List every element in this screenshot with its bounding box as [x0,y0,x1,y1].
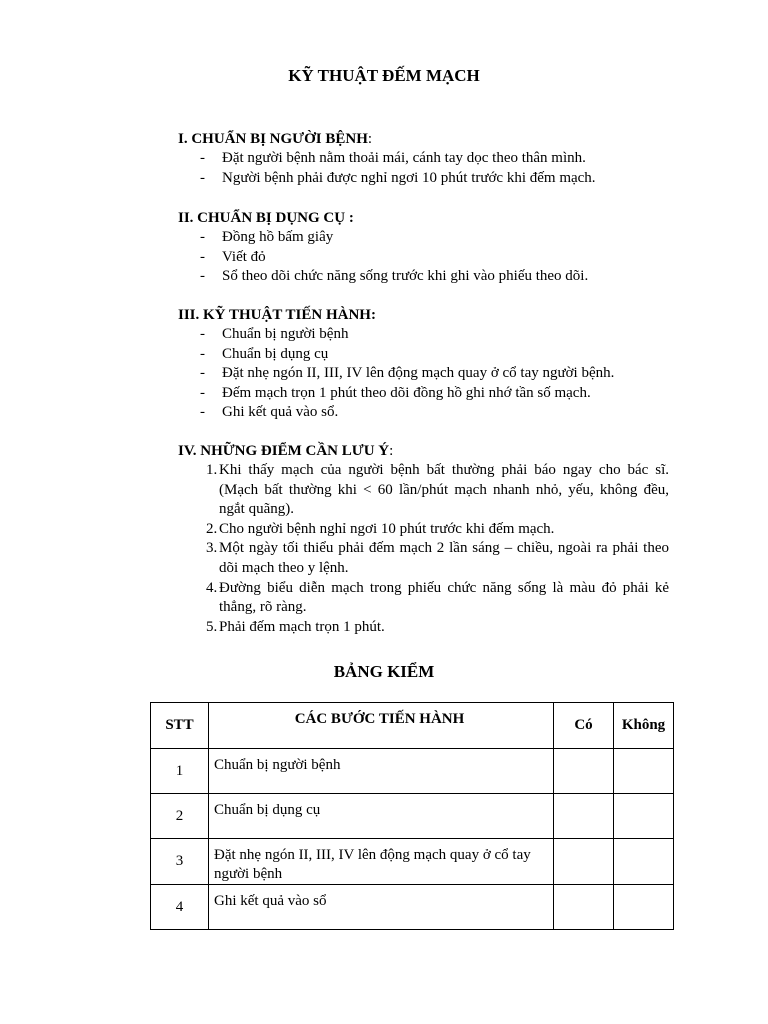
section-heading [178,130,678,149]
section-heading-colon: : [367,131,373,147]
checklist-title: BẢNG KIỂM [333,662,435,681]
table-header-row [151,703,674,749]
header-yes: Có [554,703,614,749]
numbered-list [178,461,678,637]
row-step: Chuẩn bị người bệnh [209,749,554,794]
section-heading-colon: : [389,443,394,459]
yes-checkbox-cell[interactable] [554,794,614,839]
yes-checkbox-cell[interactable] [554,885,614,930]
list-item: - Đồng hồ bấm giây [178,228,678,248]
list-item [178,618,669,638]
row-step: Đặt nhẹ ngón II, III, IV lên động mạch quay ở cổ tay người bệnh [209,839,554,885]
row-number: 1 [151,749,209,794]
item-text: Khi thấy mạch của người bệnh bất thường phải báo ngay cho bác sĩ. (Mạch bất thường khi < 60 lần/phút mạch nhanh nhỏ, yếu, không đều, ngắt quãng). [219,462,669,518]
yes-checkbox-cell[interactable] [554,839,614,885]
list-item: - Đặt người bệnh nằm thoải mái, cánh tay dọc theo thân mình. [178,149,678,169]
row-number: 4 [151,885,209,930]
table-row [151,885,674,930]
table-row [151,749,674,794]
row-step: Chuẩn bị dụng cụ [209,794,554,839]
no-checkbox-cell[interactable] [614,839,674,885]
list-item: - Chuẩn bị người bệnh [178,325,678,345]
header-no: Không [614,703,674,749]
item-text: Cho người bệnh nghỉ ngơi 10 phút trước khi đếm mạch. [219,520,555,537]
list-item: - Viết đỏ [178,248,678,268]
item-number: 5. [206,618,218,635]
item-number: 3. [206,540,218,557]
no-checkbox-cell[interactable] [614,794,674,839]
list-item [178,539,669,578]
header-stt: STT [151,703,209,749]
item-text: Đường biểu diễn mạch trong phiếu chức năng sống là màu đỏ phải kẻ thẳng, rõ ràng. [219,579,669,616]
list-item [178,520,669,540]
list-item: - Chuẩn bị dụng cụ [178,345,678,365]
checklist-table [150,702,674,930]
list-item: - Ghi kết quả vào sổ. [178,403,678,423]
section-heading-text: IV. NHỮNG ĐIỂM CẦN LƯU Ý [178,443,390,459]
item-text: Phải đếm mạch trọn 1 phút. [219,618,385,635]
item-number: 4. [206,579,218,596]
section-equipment-preparation [178,209,678,287]
row-number: 3 [151,839,209,885]
list-item: - Đặt nhẹ ngón II, III, IV lên động mạch quay ở cổ tay người bệnh. [178,364,678,384]
list-item: - Sổ theo dõi chức năng sống trước khi ghi vào phiếu theo dõi. [178,267,678,287]
item-number: 1. [206,462,218,478]
row-number: 2 [151,794,209,839]
yes-checkbox-cell[interactable] [554,749,614,794]
list-item [178,461,669,520]
no-checkbox-cell[interactable] [614,885,674,930]
section-heading: III. KỸ THUẬT TIẾN HÀNH: [178,307,376,323]
bullet-list [178,325,678,423]
section-technique [178,306,678,423]
item-text: Một ngày tối thiểu phải đếm mạch 2 lần sáng – chiều, ngoài ra phải theo dõi mạch theo y lệnh. [219,540,669,576]
table-row [151,794,674,839]
table-row [151,839,674,885]
bullet-list [178,228,678,287]
row-step: Ghi kết quả vào sổ [209,885,554,930]
section-patient-preparation [178,130,678,188]
list-item: - Người bệnh phải được nghỉ ngơi 10 phút trước khi đếm mạch. [178,169,678,189]
bullet-list [178,149,678,188]
section-heading: II. CHUẨN BỊ DỤNG CỤ : [178,210,354,226]
document-title: KỸ THUẬT ĐẾM MẠCH [288,66,480,85]
item-number: 2. [206,520,218,537]
no-checkbox-cell[interactable] [614,749,674,794]
list-item: - Đếm mạch trọn 1 phút theo dõi đồng hồ ghi nhớ tần số mạch. [178,384,678,404]
section-heading [178,442,678,461]
section-heading-text: I. CHUẨN BỊ NGƯỜI BỆNH [178,131,368,147]
list-item [178,579,669,618]
section-notes [178,442,678,637]
header-steps: CÁC BƯỚC TIẾN HÀNH [209,703,554,749]
